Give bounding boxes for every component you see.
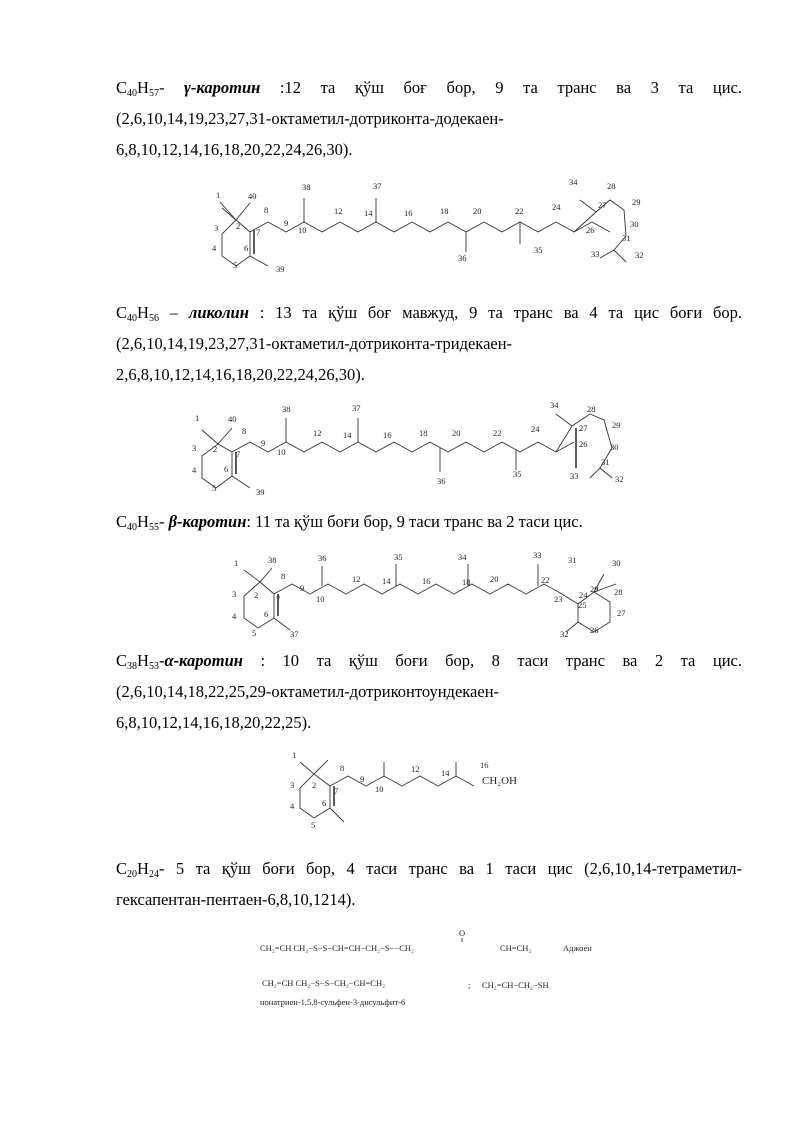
svg-text:2: 2 <box>236 221 241 231</box>
svg-text:38: 38 <box>282 404 291 414</box>
svg-text:6: 6 <box>224 464 229 474</box>
svg-text:32: 32 <box>635 250 644 260</box>
alpha-carotene-line3: 6,8,10,12,14,16,18,20,22,25). <box>116 713 312 732</box>
svg-text:37: 37 <box>373 181 382 191</box>
beta-carotene-line1: $C_{40}H_{55}-$ β-каротин: 11 та қўш боғи бор, 9 таси транс ва 2 таси цис. <box>116 512 583 533</box>
svg-text:24: 24 <box>579 590 588 600</box>
svg-text:8: 8 <box>281 571 286 581</box>
svg-text:2: 2 <box>213 444 218 454</box>
ajoene-oxygen: O <box>459 928 466 938</box>
svg-text:1: 1 <box>234 558 239 568</box>
svg-text:8: 8 <box>242 426 247 436</box>
svg-text:10: 10 <box>375 784 384 794</box>
svg-text:3: 3 <box>214 223 219 233</box>
svg-text:35: 35 <box>513 469 522 479</box>
svg-text:29: 29 <box>632 197 641 207</box>
svg-text:14: 14 <box>382 576 391 586</box>
gamma-carotene-line3: 6,8,10,12,14,16,18,20,22,24,26,30). <box>116 140 353 159</box>
svg-text:40: 40 <box>248 191 257 201</box>
svg-text:32: 32 <box>560 629 569 639</box>
svg-text:27: 27 <box>579 423 588 433</box>
svg-text:16: 16 <box>404 208 413 218</box>
svg-text:28: 28 <box>587 404 596 414</box>
svg-text:8: 8 <box>340 763 345 773</box>
svg-text:7: 7 <box>334 786 339 796</box>
svg-text:18: 18 <box>419 428 428 438</box>
svg-text:22: 22 <box>515 206 524 216</box>
svg-text:26: 26 <box>586 225 595 235</box>
svg-text:16: 16 <box>383 430 392 440</box>
svg-text:30: 30 <box>612 558 621 568</box>
formula-separator: ; <box>468 980 471 990</box>
svg-text:22: 22 <box>541 575 550 585</box>
svg-text:1: 1 <box>292 750 297 760</box>
svg-text:29: 29 <box>612 420 621 430</box>
svg-text:16: 16 <box>422 576 431 586</box>
svg-text:8: 8 <box>264 205 269 215</box>
ajoene-name: Аджоен <box>563 943 592 953</box>
svg-text:14: 14 <box>364 208 373 218</box>
svg-text:31: 31 <box>568 555 577 565</box>
svg-text:9: 9 <box>284 218 289 228</box>
svg-text:33: 33 <box>570 471 579 481</box>
alpha-carotene-line1: $C_{38}H_{53}-\alpha$-каротин : 10 та қўш боғи бор, 8 таси транс ва 2 та цис. <box>116 651 742 672</box>
svg-text:38: 38 <box>302 182 311 192</box>
svg-text:5: 5 <box>311 820 316 830</box>
svg-text:36: 36 <box>318 553 327 563</box>
lycopene-name: ликолин <box>188 303 249 322</box>
svg-text:6: 6 <box>264 609 269 619</box>
svg-text:4: 4 <box>232 611 237 621</box>
svg-text:9: 9 <box>360 774 365 784</box>
svg-text:4: 4 <box>192 465 197 475</box>
svg-text:23: 23 <box>554 594 563 604</box>
svg-text:20: 20 <box>452 428 461 438</box>
svg-text:12: 12 <box>411 764 420 774</box>
svg-text:2: 2 <box>312 780 317 790</box>
svg-text:18: 18 <box>462 577 471 587</box>
svg-text:28: 28 <box>607 181 616 191</box>
svg-text:10: 10 <box>277 447 286 457</box>
svg-text:22: 22 <box>493 428 502 438</box>
lycopene-line3: 2,6,8,10,12,14,16,18,20,22,24,26,30). <box>116 365 365 384</box>
svg-text:38: 38 <box>268 555 277 565</box>
svg-text:CH₂OH: CH₂OH <box>482 775 518 787</box>
c20h24-line1: $C_{20}H_{24}-$ 5 та қўш боғи бор, 4 таси транс ва 1 таси цис (2,6,10,14-тетраметил- <box>116 859 742 880</box>
svg-text:12: 12 <box>352 574 361 584</box>
svg-text:37: 37 <box>290 629 299 639</box>
svg-text:16: 16 <box>480 760 489 770</box>
svg-text:4: 4 <box>212 243 217 253</box>
lycopene-line1: $C_{40}H_{56}$ – ликолин : 13 та қўш боғ мавжуд, 9 та транс ва 4 та цис боғи бор. <box>116 303 743 324</box>
svg-text:2: 2 <box>254 590 259 600</box>
svg-text:9: 9 <box>261 438 266 448</box>
lycopene-line2: (2,6,10,14,19,23,27,31-октаметил-дотриконта-тридекаен- <box>116 334 513 353</box>
svg-text:4: 4 <box>290 801 295 811</box>
svg-text:30: 30 <box>630 219 639 229</box>
svg-text:37: 37 <box>352 403 361 413</box>
svg-text:1: 1 <box>216 190 221 200</box>
svg-text:5: 5 <box>252 628 257 638</box>
svg-text:25: 25 <box>578 600 587 610</box>
svg-text:28: 28 <box>614 587 623 597</box>
svg-text:35: 35 <box>394 552 403 562</box>
svg-text:24: 24 <box>552 202 561 212</box>
svg-text:10: 10 <box>298 225 307 235</box>
svg-text:9: 9 <box>300 583 305 593</box>
svg-text:12: 12 <box>313 428 322 438</box>
svg-text:20: 20 <box>490 574 499 584</box>
svg-text:10: 10 <box>316 594 325 604</box>
svg-text:3: 3 <box>192 443 197 453</box>
c20h24-line2: гексапентан-пентаен-6,8,10,1214). <box>116 890 356 909</box>
svg-text:6: 6 <box>322 798 327 808</box>
svg-text:32: 32 <box>615 474 624 484</box>
svg-text:14: 14 <box>343 430 352 440</box>
svg-text:36: 36 <box>437 476 446 486</box>
svg-text:30: 30 <box>610 442 619 452</box>
allyl-mercaptan-formula: CH₂=CH−CH₂−SH <box>482 980 549 990</box>
svg-text:36: 36 <box>458 253 467 263</box>
svg-text:40: 40 <box>228 414 237 424</box>
svg-text:39: 39 <box>256 487 265 497</box>
svg-text:5: 5 <box>233 260 238 270</box>
svg-text:33: 33 <box>533 550 542 560</box>
ajoene-formula: CH₂=CH CH₂−S−S−CH=CH−CH₂−S−−CH₂ <box>260 943 414 953</box>
svg-text:29: 29 <box>590 584 599 594</box>
svg-text:12: 12 <box>334 206 343 216</box>
svg-text:5: 5 <box>212 483 217 493</box>
alpha-carotene-name: α-каротин <box>164 651 243 670</box>
svg-text:3: 3 <box>232 589 237 599</box>
svg-text:34: 34 <box>458 552 467 562</box>
ajoene-tail: CH=CH₂ <box>500 943 532 953</box>
gamma-carotene-line2: (2,6,10,14,19,23,27,31-октаметил-дотриконта-додекаен- <box>116 109 504 128</box>
svg-text:3: 3 <box>290 780 295 790</box>
svg-text:14: 14 <box>441 768 450 778</box>
svg-text:1: 1 <box>195 413 200 423</box>
alpha-carotene-line2: (2,6,10,14,18,22,25,29-октаметил-дотриконтоундекаен- <box>116 682 500 701</box>
svg-text:7: 7 <box>236 449 241 459</box>
svg-text:34: 34 <box>550 400 559 410</box>
beta-carotene-name: β-каротин <box>168 512 247 531</box>
svg-text:26: 26 <box>579 439 588 449</box>
svg-text:34: 34 <box>569 177 578 187</box>
svg-text:31: 31 <box>601 457 610 467</box>
svg-text:27: 27 <box>617 608 626 618</box>
svg-text:31: 31 <box>622 233 631 243</box>
svg-text:20: 20 <box>473 206 482 216</box>
nonatriene-name: нонатриен-1,5,8-сульфен-3-дисульфит-6 <box>260 997 406 1007</box>
gamma-carotene-line1: $C_{40}H_{57}-$ γ-каротин :12 та қўш боғ бор, 9 та транс ва 3 та цис. <box>116 78 742 99</box>
svg-text:6: 6 <box>244 243 249 253</box>
svg-text:24: 24 <box>531 424 540 434</box>
svg-text:33: 33 <box>591 249 600 259</box>
svg-text:7: 7 <box>256 227 261 237</box>
svg-text:35: 35 <box>534 245 543 255</box>
svg-text:39: 39 <box>276 264 285 274</box>
svg-text:18: 18 <box>440 206 449 216</box>
diallyl-disulfide-formula: CH₂=CH CH₂−S−S−CH₂−CH=CH₂ <box>262 978 386 988</box>
svg-text:26: 26 <box>590 625 599 635</box>
gamma-carotene-name: γ-каротин <box>184 78 261 97</box>
svg-text:7: 7 <box>276 594 281 604</box>
svg-text:27: 27 <box>598 200 607 210</box>
